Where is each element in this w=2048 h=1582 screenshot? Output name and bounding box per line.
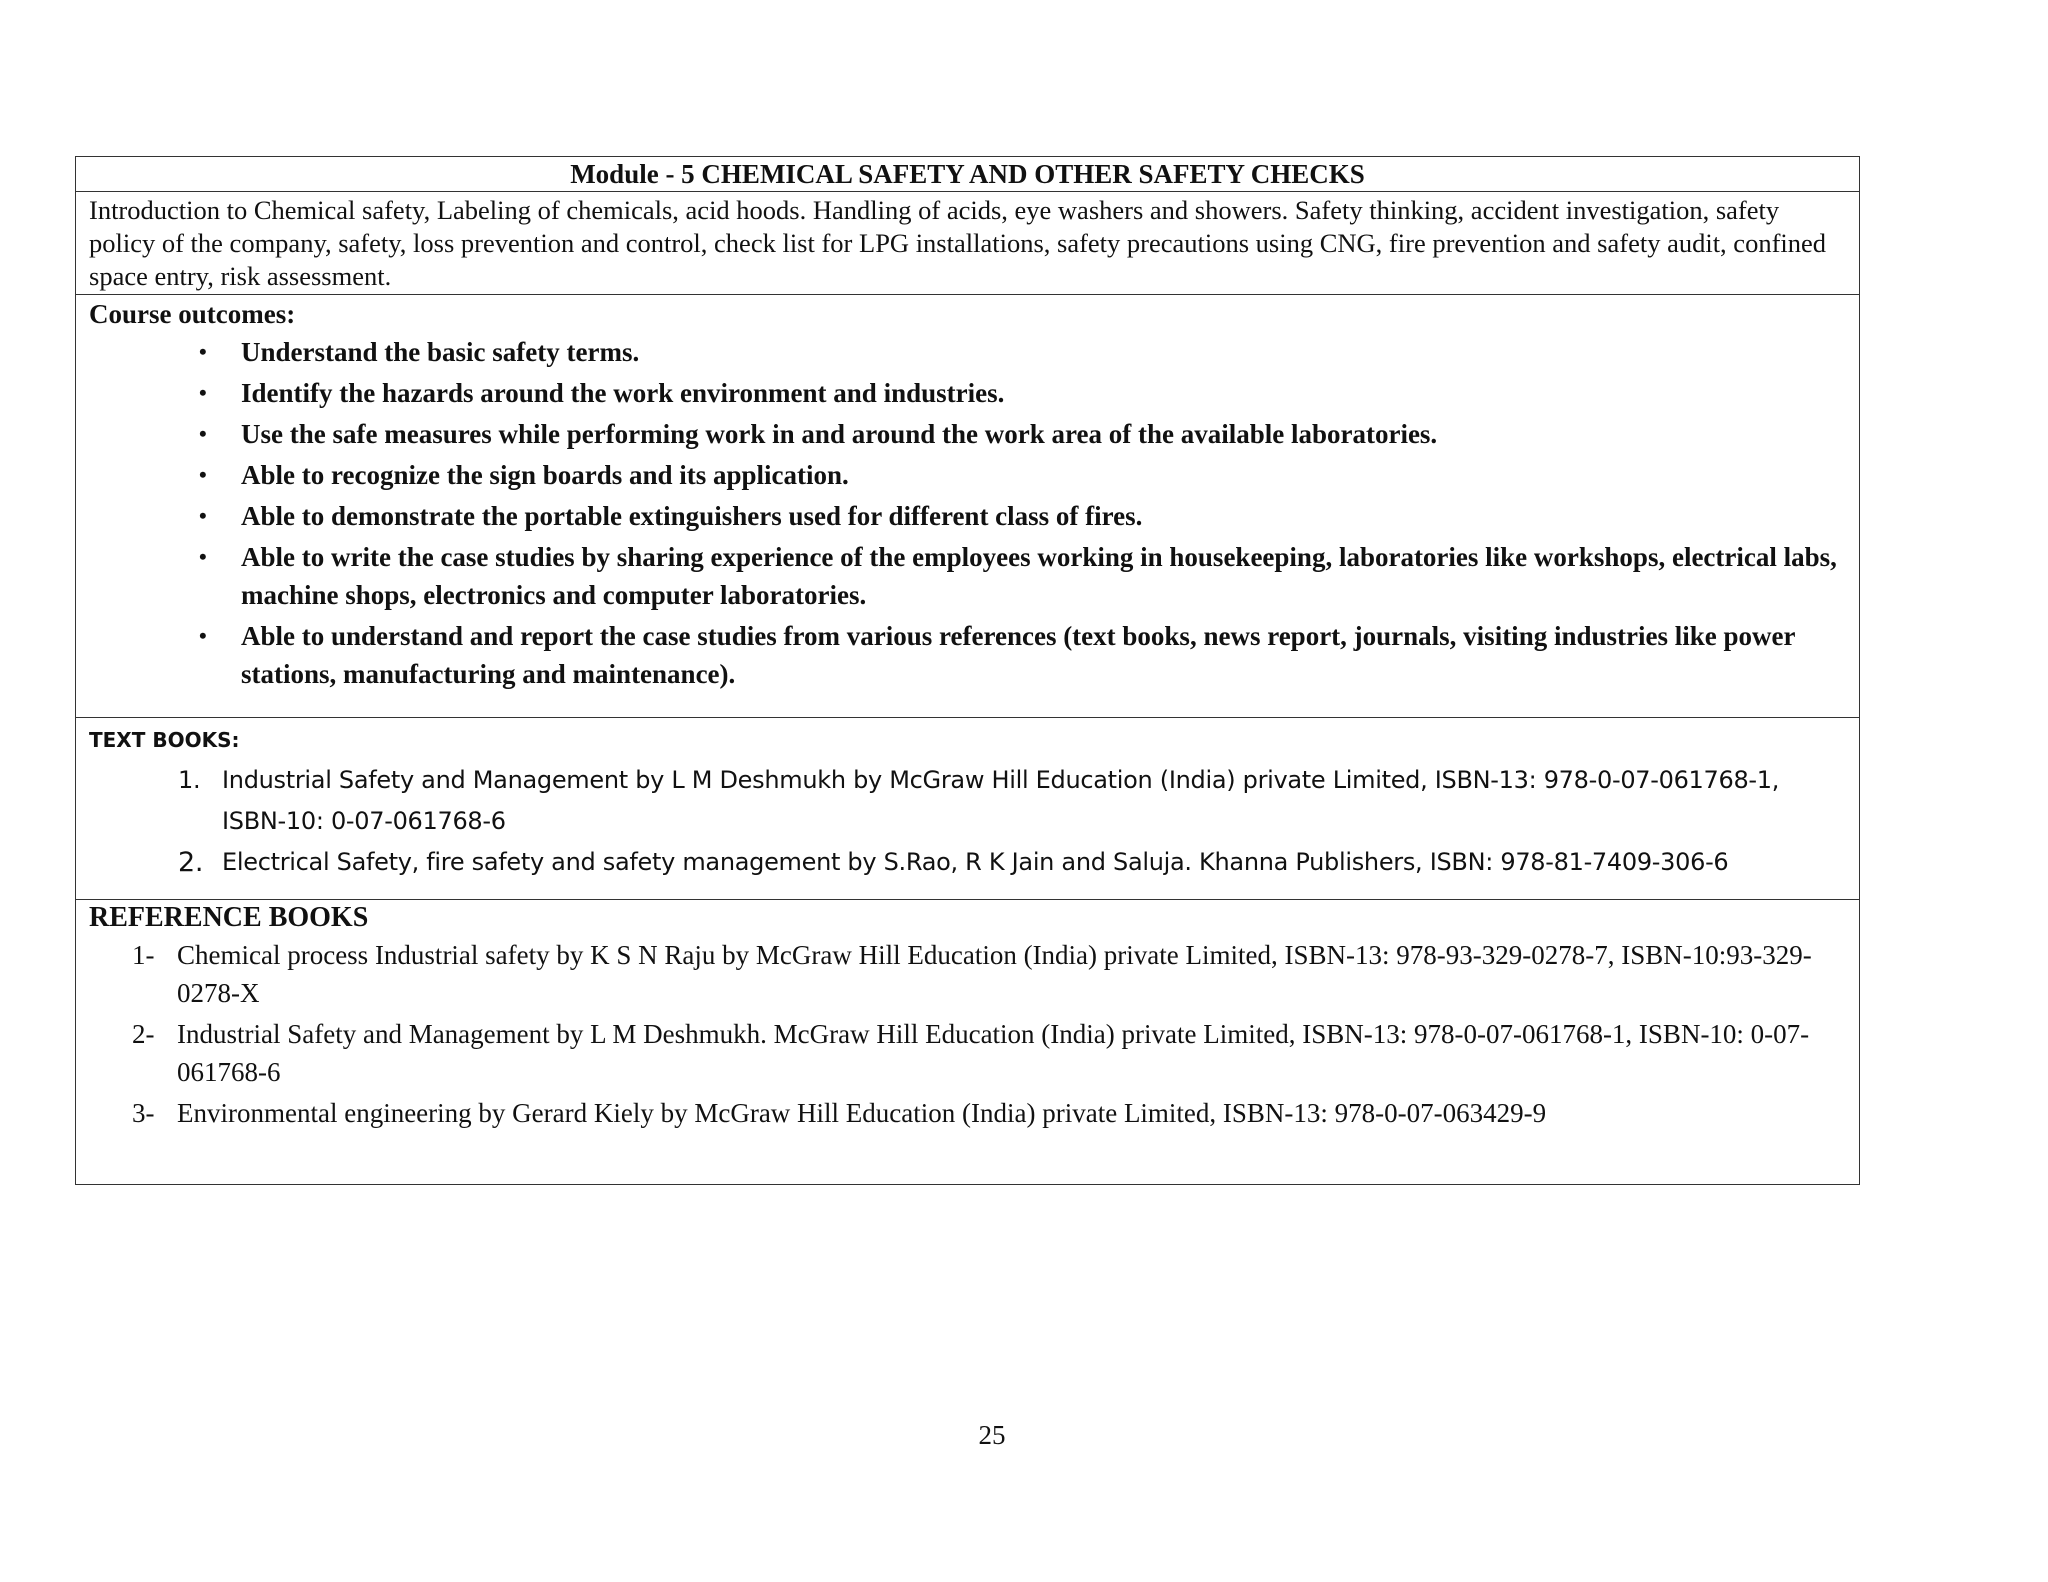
text-book-item: 2. Electrical Safety, fire safety and safety management by S.Rao, R K Jain and Saluja. Khanna Publishers, ISBN: 978-81-7409-306-6	[222, 842, 1846, 883]
page-number: 25	[978, 1420, 1006, 1450]
course-outcomes-list	[89, 333, 1846, 693]
bullet-icon: •	[199, 503, 207, 528]
bullet-icon: •	[199, 623, 207, 648]
list-number: 3-	[132, 1098, 155, 1128]
module-description: Introduction to Chemical safety, Labeling of chemicals, acid hoods. Handling of acids, eye washers and showers. Safety thinking, accident investigation, safety policy of the company, safety, loss prevention and control, check list for LPG installations, safety precautions using CNG, fire prevention and safety audit, confined space entry, risk assessment.	[76, 191, 1859, 294]
reference-books-section	[76, 899, 1859, 1184]
list-number: 1-	[132, 940, 155, 970]
bullet-icon: •	[199, 380, 207, 405]
syllabus-table	[75, 156, 1860, 1185]
reference-book-item: 1- Chemical process Industrial safety by K S N Raju by McGraw Hill Education (India) private Limited, ISBN-13: 978-93-329-0278-7, ISBN-10:93-329-0278-X	[177, 936, 1846, 1012]
outcome-item: • Understand the basic safety terms.	[241, 333, 1846, 371]
list-number: 2.	[178, 847, 204, 878]
reference-books-heading: REFERENCE BOOKS	[89, 902, 369, 933]
reference-books-list	[89, 936, 1846, 1132]
list-number: 2-	[132, 1019, 155, 1049]
bullet-icon: •	[199, 462, 207, 487]
reference-book-item: 2- Industrial Safety and Management by L M Deshmukh. McGraw Hill Education (India) private Limited, ISBN-13: 978-0-07-061768-1, ISBN-10: 0-07-061768-6	[177, 1015, 1846, 1091]
reference-book-item: 3- Environmental engineering by Gerard Kiely by McGraw Hill Education (India) private Limited, ISBN-13: 978-0-07-063429-9	[177, 1094, 1846, 1132]
bullet-icon: •	[199, 544, 207, 569]
course-outcomes-heading: Course outcomes:	[89, 299, 296, 329]
course-outcomes-section	[76, 294, 1859, 717]
outcome-item: • Able to understand and report the case studies from various references (text books, news report, journals, visiting industries like power stations, manufacturing and maintenance).	[241, 617, 1846, 693]
bullet-icon: •	[199, 421, 207, 446]
text-books-heading: TEXT BOOKS:	[89, 728, 240, 752]
outcome-item: • Able to recognize the sign boards and its application.	[241, 456, 1846, 494]
outcome-item: • Able to write the case studies by sharing experience of the employees working in housekeeping, laboratories like workshops, electrical labs, machine shops, electronics and computer laboratories.	[241, 538, 1846, 614]
text-books-list	[89, 760, 1846, 883]
text-book-item: 1. Industrial Safety and Management by L M Deshmukh by McGraw Hill Education (India) private Limited, ISBN-13: 978-0-07-061768-1, ISBN-10: 0-07-061768-6	[222, 760, 1846, 842]
outcome-item: • Identify the hazards around the work environment and industries.	[241, 374, 1846, 412]
bullet-icon: •	[199, 339, 207, 364]
module-title: Module - 5 CHEMICAL SAFETY AND OTHER SAFETY CHECKS	[570, 159, 1365, 189]
text-books-section	[76, 717, 1859, 899]
outcome-item: • Use the safe measures while performing work in and around the work area of the available laboratories.	[241, 415, 1846, 453]
outcome-item: • Able to demonstrate the portable extinguishers used for different class of fires.	[241, 497, 1846, 535]
list-number: 1.	[178, 766, 201, 794]
